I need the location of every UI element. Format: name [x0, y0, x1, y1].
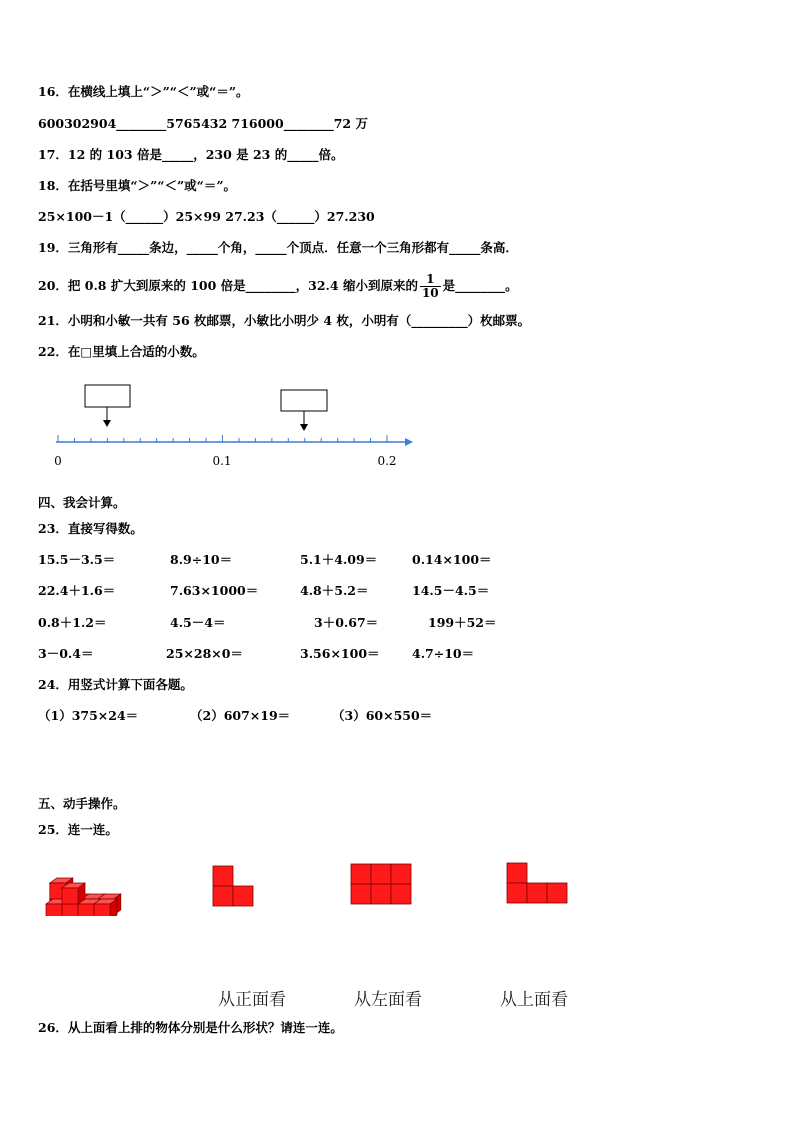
calc-item: 22.4＋1.6＝ — [38, 583, 116, 598]
arrow-1-head — [103, 420, 111, 427]
cube-face — [94, 904, 110, 916]
calc-item: 3.56×100＝ — [300, 646, 380, 661]
q20-after: 是________。 — [442, 278, 518, 293]
view-label-left: 从左面看 — [354, 990, 422, 1010]
cube-stack-figure — [44, 852, 128, 916]
q22-title: 22．在□里填上合适的小数。 — [38, 344, 205, 359]
q16-title: 16．在横线上填上“＞”“＜”或“＝”。 — [38, 84, 249, 99]
number-line — [50, 380, 420, 475]
calc-item: 14.5－4.5＝ — [412, 583, 490, 598]
calc-item: 4.7÷10＝ — [412, 646, 475, 661]
q17-text: 17．12 的 103 倍是_____，230 是 23 的_____倍。 — [38, 147, 344, 162]
q18-title: 18．在括号里填“＞”“＜”或“＝”。 — [38, 178, 237, 193]
fraction — [420, 273, 441, 300]
label-mid: 0.1 — [212, 454, 232, 468]
view-square — [213, 866, 233, 886]
vertical-calc-item: （3）60×550＝ — [332, 708, 433, 723]
view-square — [351, 864, 371, 884]
calc-item: 199＋52＝ — [428, 615, 497, 630]
axis-arrow — [405, 438, 413, 446]
calc-item: 7.63×1000＝ — [170, 583, 259, 598]
view-square — [233, 886, 253, 906]
q23-title: 23．直接写得数。 — [38, 521, 143, 536]
calc-item: 8.9÷10＝ — [170, 552, 233, 567]
answer-box-1[interactable] — [85, 385, 130, 407]
axis-ticks — [58, 435, 387, 442]
view-label-top: 从上面看 — [500, 990, 568, 1010]
section-5-heading: 五、动手操作。 — [38, 796, 126, 811]
cube-face — [62, 888, 78, 904]
view-square — [547, 883, 567, 903]
arrow-2-head — [300, 424, 308, 431]
q20-before: 20．把 0.8 扩大到原来的 100 倍是________，32.4 缩小到原来的 — [38, 278, 418, 293]
view-label-front: 从正面看 — [218, 990, 286, 1010]
calc-item: 3＋0.67＝ — [314, 615, 379, 630]
label-end: 0.2 — [377, 454, 397, 468]
calc-item: 5.1＋4.09＝ — [300, 552, 378, 567]
cube-face — [62, 904, 78, 916]
view-square — [391, 864, 411, 884]
calc-item: 4.5－4＝ — [170, 615, 226, 630]
cube-face — [78, 904, 94, 916]
label-start: 0 — [54, 454, 62, 468]
calc-item: 15.5－3.5＝ — [38, 552, 116, 567]
calc-item: 3－0.4＝ — [38, 646, 94, 661]
vertical-calc-item: （1）375×24＝ — [38, 708, 139, 723]
fraction-denominator: 10 — [421, 286, 439, 300]
q24-title: 24．用竖式计算下面各题。 — [38, 677, 193, 692]
q16-compare-line: 600302904________5765432 716000________72 万 — [38, 116, 368, 131]
vertical-calc-item: （2）607×19＝ — [190, 708, 291, 723]
calc-item: 0.8＋1.2＝ — [38, 615, 107, 630]
q20-text — [38, 272, 518, 300]
view-shape-l-wide — [506, 862, 570, 908]
q21-text: 21．小明和小敏一共有 56 枚邮票，小敏比小明少 4 枚，小明有（_________）枚邮票。 — [38, 313, 531, 328]
view-square — [351, 884, 371, 904]
view-square — [507, 863, 527, 883]
q26-text: 26．从上面看上排的物体分别是什么形状？请连一连。 — [38, 1020, 343, 1035]
q18-compare-line: 25×100－1（______）25×99 27.23（______）27.230 — [38, 209, 375, 224]
calc-item: 0.14×100＝ — [412, 552, 492, 567]
view-square — [213, 886, 233, 906]
view-square — [391, 884, 411, 904]
q19-text: 19．三角形有_____条边，_____个角，_____个顶点．任意一个三角形都有_____条高． — [38, 240, 518, 255]
fraction-numerator: 1 — [420, 273, 441, 287]
section-4-heading: 四、我会计算。 — [38, 495, 126, 510]
answer-box-2[interactable] — [281, 390, 327, 411]
calc-item: 4.8＋5.2＝ — [300, 583, 369, 598]
view-square — [371, 884, 391, 904]
view-square — [527, 883, 547, 903]
cube-face — [46, 904, 62, 916]
view-square — [507, 883, 527, 903]
view-shape-l-front — [212, 865, 256, 909]
q25-title: 25．连一连。 — [38, 822, 118, 837]
view-shape-rect-2x3 — [350, 863, 414, 909]
calc-item: 25×28×0＝ — [166, 646, 243, 661]
view-square — [371, 864, 391, 884]
